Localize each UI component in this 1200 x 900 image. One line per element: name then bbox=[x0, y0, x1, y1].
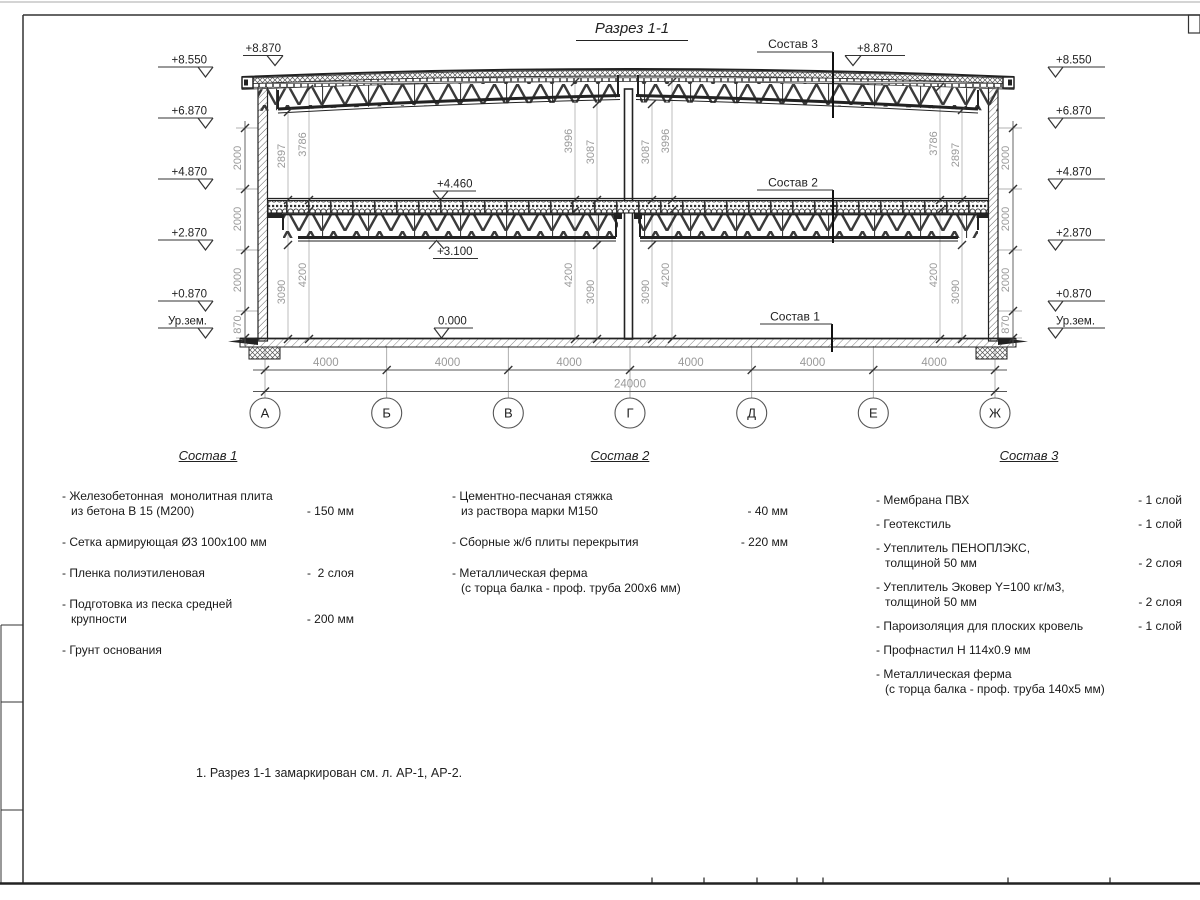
dim-value-rotated: 2000 bbox=[232, 267, 244, 293]
elevation-arrow-icon bbox=[1048, 328, 1063, 338]
dim-value-rotated: 2897 bbox=[950, 142, 962, 168]
list-line-value: - 200 мм bbox=[306, 612, 354, 626]
dim-value-rotated: 3090 bbox=[640, 279, 652, 305]
list-line bbox=[62, 597, 354, 612]
list-line-text: - Утеплитель Эковер Y=100 кг/м3, bbox=[876, 580, 1065, 594]
list-title: Состав 3 bbox=[999, 448, 1059, 463]
dim-value-rotated: 2000 bbox=[232, 145, 244, 171]
elevation-value: Ур.зем. bbox=[1056, 315, 1096, 328]
list-line bbox=[452, 504, 788, 519]
titleblock-ticks bbox=[652, 878, 1110, 884]
dim-value-rotated: 3786 bbox=[297, 132, 309, 157]
bay-dim-value: 4000 bbox=[313, 357, 339, 369]
leader-label: Состав 2 bbox=[768, 175, 818, 190]
dim-value-rotated: 3090 bbox=[950, 279, 962, 305]
list-line-text: - Металлическая ферма bbox=[876, 667, 1012, 681]
elevation-value: +6.870 bbox=[1056, 105, 1092, 118]
elevation-arrow-icon bbox=[198, 301, 213, 311]
list-item bbox=[876, 667, 1182, 697]
floor2-slab-band bbox=[268, 201, 988, 214]
right-parapet-cap-core bbox=[1008, 80, 1012, 86]
list-line-value: - 1 слой bbox=[1138, 619, 1182, 633]
dim-value-rotated: 3996 bbox=[563, 128, 575, 154]
elevation-value: +8.550 bbox=[1056, 54, 1092, 67]
list-line bbox=[452, 566, 788, 581]
elevation-arrow-icon bbox=[1048, 67, 1063, 77]
list-line bbox=[876, 556, 1182, 571]
dim-value-rotated: 3090 bbox=[276, 279, 288, 305]
list-line-value: - 2 слоя bbox=[307, 566, 354, 580]
elevation-value: +2.870 bbox=[171, 227, 207, 240]
list-line bbox=[62, 489, 354, 504]
ground-slab bbox=[240, 339, 1016, 348]
axis-label: А bbox=[260, 405, 270, 421]
list-line-value: - 150 мм bbox=[306, 504, 354, 518]
leader-label: Состав 3 bbox=[768, 37, 818, 51]
list-line bbox=[62, 535, 354, 550]
elevation-arrow-icon bbox=[198, 179, 213, 189]
list-item bbox=[62, 535, 354, 550]
list-items bbox=[62, 489, 354, 658]
left-parapet-cap-core bbox=[244, 80, 248, 86]
total-dim-value: 24000 bbox=[614, 378, 646, 391]
list-title: Состав 2 bbox=[590, 448, 650, 463]
list-item bbox=[62, 566, 354, 581]
list-item bbox=[876, 580, 1182, 610]
list-line bbox=[876, 541, 1182, 556]
drawing-title: Разрез 1-1 bbox=[576, 20, 688, 41]
list-item bbox=[452, 489, 788, 519]
list-line-text: - Пароизоляция для плоских кровель bbox=[876, 619, 1084, 633]
list-line-text: толщиной 50 мм bbox=[885, 556, 977, 570]
list-line-value: - 2 слоя bbox=[1138, 556, 1182, 570]
dim-value-rotated: 3786 bbox=[928, 131, 940, 156]
list-line bbox=[452, 581, 788, 596]
list-line-text: (с торца балка - проф. труба 200х6 мм) bbox=[461, 581, 681, 595]
dim-value-rotated: 2000 bbox=[232, 206, 244, 232]
left-foundation bbox=[249, 347, 280, 359]
elevation-value: +8.550 bbox=[171, 54, 207, 67]
list-line-value: - 1 слой bbox=[1138, 493, 1182, 507]
list-line-value: - 2 слоя bbox=[1138, 595, 1182, 609]
elevation-value: +0.870 bbox=[1056, 288, 1092, 301]
list-item bbox=[876, 541, 1182, 571]
elevation-value: 0.000 bbox=[438, 315, 467, 328]
list-line-text: из раствора марки М150 bbox=[461, 504, 598, 518]
elevation-value: Ур.зем. bbox=[167, 315, 207, 328]
dim-value-rotated: 870 bbox=[1000, 315, 1012, 334]
list-line-text: - Утеплитель ПЕНОПЛЭКС, bbox=[876, 541, 1031, 555]
floor2-support-right bbox=[977, 213, 989, 218]
list-line bbox=[62, 566, 354, 581]
right-wall bbox=[989, 87, 999, 341]
elevation-arrow-icon bbox=[198, 328, 213, 338]
list-line-text: - Пленка полиэтиленовая bbox=[62, 566, 205, 580]
list-item bbox=[876, 517, 1182, 532]
elevation-arrow-icon bbox=[1048, 301, 1063, 311]
list-line-text: - Подготовка из песка средней bbox=[62, 597, 233, 611]
axis-label: Б bbox=[382, 405, 391, 421]
elevation-value: +6.870 bbox=[171, 105, 207, 118]
bay-dim-value: 4000 bbox=[556, 357, 582, 369]
floor2-support-col-left bbox=[614, 213, 622, 219]
left-wall bbox=[258, 87, 268, 341]
list-line bbox=[452, 535, 788, 550]
floor2-truss-right bbox=[638, 214, 978, 238]
elevation-arrow-icon bbox=[1048, 118, 1063, 128]
elevation-arrow-icon bbox=[845, 56, 861, 66]
sheet-frame bbox=[0, 2, 1200, 884]
axis-label: Д bbox=[747, 405, 757, 421]
dim-value-rotated: 2897 bbox=[276, 143, 288, 169]
list-line-text: - Металлическая ферма bbox=[452, 566, 588, 580]
elevation-value: +8.870 bbox=[245, 43, 281, 55]
list-line bbox=[452, 489, 788, 504]
axis-label: Е bbox=[868, 405, 878, 421]
list-line-value: - 40 мм bbox=[747, 504, 788, 518]
list-line bbox=[62, 504, 354, 519]
elevation-arrow-icon bbox=[198, 67, 213, 77]
floor2-truss-left bbox=[283, 214, 618, 238]
elevation-arrow-icon bbox=[1048, 240, 1063, 250]
elevation-value: +0.870 bbox=[171, 288, 207, 301]
floor2-support-left bbox=[268, 213, 283, 218]
dim-value-rotated: 2000 bbox=[1000, 145, 1012, 171]
dim-value-rotated: 3996 bbox=[660, 128, 672, 154]
list-line bbox=[876, 493, 1182, 508]
list-line-text: (с торца балка - проф. труба 140х5 мм) bbox=[885, 682, 1105, 696]
elevation-arrow-icon bbox=[267, 56, 283, 66]
list-line-text: - Грунт основания bbox=[62, 643, 162, 657]
list-title: Состав 1 bbox=[178, 448, 238, 463]
list-line bbox=[876, 667, 1182, 682]
dim-value-rotated: 870 bbox=[232, 315, 244, 334]
bay-dim-value: 4000 bbox=[678, 357, 704, 369]
list-item bbox=[452, 535, 788, 550]
material-list-sostav-2 bbox=[452, 448, 788, 612]
list-items bbox=[452, 489, 788, 596]
sheet-note: 1. Разрез 1-1 замаркирован см. л. АР-1, АР-2. bbox=[196, 766, 463, 780]
list-line-text: - Железобетонная монолитная плита bbox=[62, 489, 273, 503]
axis-label: Ж bbox=[988, 405, 1002, 421]
list-item bbox=[876, 643, 1182, 658]
elevation-value: +2.870 bbox=[1056, 227, 1092, 240]
dim-value-rotated: 4200 bbox=[297, 262, 309, 288]
list-item bbox=[452, 566, 788, 596]
bay-dim-value: 4000 bbox=[921, 357, 947, 369]
list-line-value: - 220 мм bbox=[740, 535, 788, 549]
material-list-sostav-3 bbox=[876, 448, 1182, 706]
dim-value-rotated: 3087 bbox=[585, 139, 597, 165]
elevation-arrow-icon bbox=[198, 240, 213, 250]
floor2-support-col-right bbox=[634, 213, 642, 219]
elevation-arrow-icon bbox=[198, 118, 213, 128]
list-line bbox=[62, 612, 354, 627]
dim-value-rotated: 3090 bbox=[585, 279, 597, 305]
list-line-text: - Мембрана ПВХ bbox=[876, 493, 970, 507]
elevation-arrow-icon bbox=[434, 328, 449, 338]
list-line bbox=[876, 517, 1182, 532]
list-line-value: - 1 слой bbox=[1138, 517, 1182, 531]
list-line-text: - Сборные ж/б плиты перекрытия bbox=[452, 535, 639, 549]
axis-label: Г bbox=[626, 405, 634, 421]
corner-box bbox=[1189, 15, 1200, 33]
elevation-value: +3.100 bbox=[437, 246, 473, 258]
list-line-text: крупности bbox=[71, 612, 127, 626]
dim-value-rotated: 4200 bbox=[563, 262, 575, 288]
list-item bbox=[62, 643, 354, 658]
center-column bbox=[625, 89, 633, 339]
list-line-text: - Сетка армирующая Ø3 100х100 мм bbox=[62, 535, 267, 549]
list-line bbox=[876, 643, 1182, 658]
elevation-arrow-icon bbox=[1048, 179, 1063, 189]
list-line bbox=[876, 595, 1182, 610]
list-item bbox=[876, 493, 1182, 508]
dim-value-rotated: 2000 bbox=[1000, 206, 1012, 232]
elevation-value: +4.870 bbox=[1056, 166, 1092, 179]
elevation-value: +4.460 bbox=[437, 178, 473, 191]
axis-label: В bbox=[503, 405, 513, 421]
list-line-text: толщиной 50 мм bbox=[885, 595, 977, 609]
list-line-text: - Профнастил Н 114х0.9 мм bbox=[876, 643, 1031, 657]
right-foundation bbox=[976, 347, 1007, 359]
list-item bbox=[876, 619, 1182, 634]
dim-value-rotated: 3087 bbox=[640, 139, 652, 165]
dim-value-rotated: 4200 bbox=[660, 262, 672, 288]
list-item bbox=[62, 597, 354, 627]
list-line-text: - Цементно-песчаная стяжка bbox=[452, 489, 613, 503]
elevation-value: +4.870 bbox=[171, 166, 207, 179]
list-line-text: - Геотекстиль bbox=[876, 517, 951, 531]
list-line bbox=[62, 643, 354, 658]
bay-dim-value: 4000 bbox=[434, 357, 461, 369]
building-section bbox=[228, 68, 1028, 359]
bay-dim-value: 4000 bbox=[799, 357, 826, 369]
list-line bbox=[876, 580, 1182, 595]
material-list-sostav-1 bbox=[62, 448, 354, 674]
elevation-value: +8.870 bbox=[857, 43, 893, 55]
dim-value-rotated: 2000 bbox=[1000, 267, 1012, 293]
list-line-text: из бетона В 15 (М200) bbox=[71, 504, 195, 518]
list-item bbox=[62, 489, 354, 519]
list-line bbox=[876, 682, 1182, 697]
dim-value-rotated: 4200 bbox=[928, 262, 940, 288]
list-items bbox=[876, 493, 1182, 697]
list-line bbox=[876, 619, 1182, 634]
leader-label: Состав 1 bbox=[770, 309, 820, 324]
